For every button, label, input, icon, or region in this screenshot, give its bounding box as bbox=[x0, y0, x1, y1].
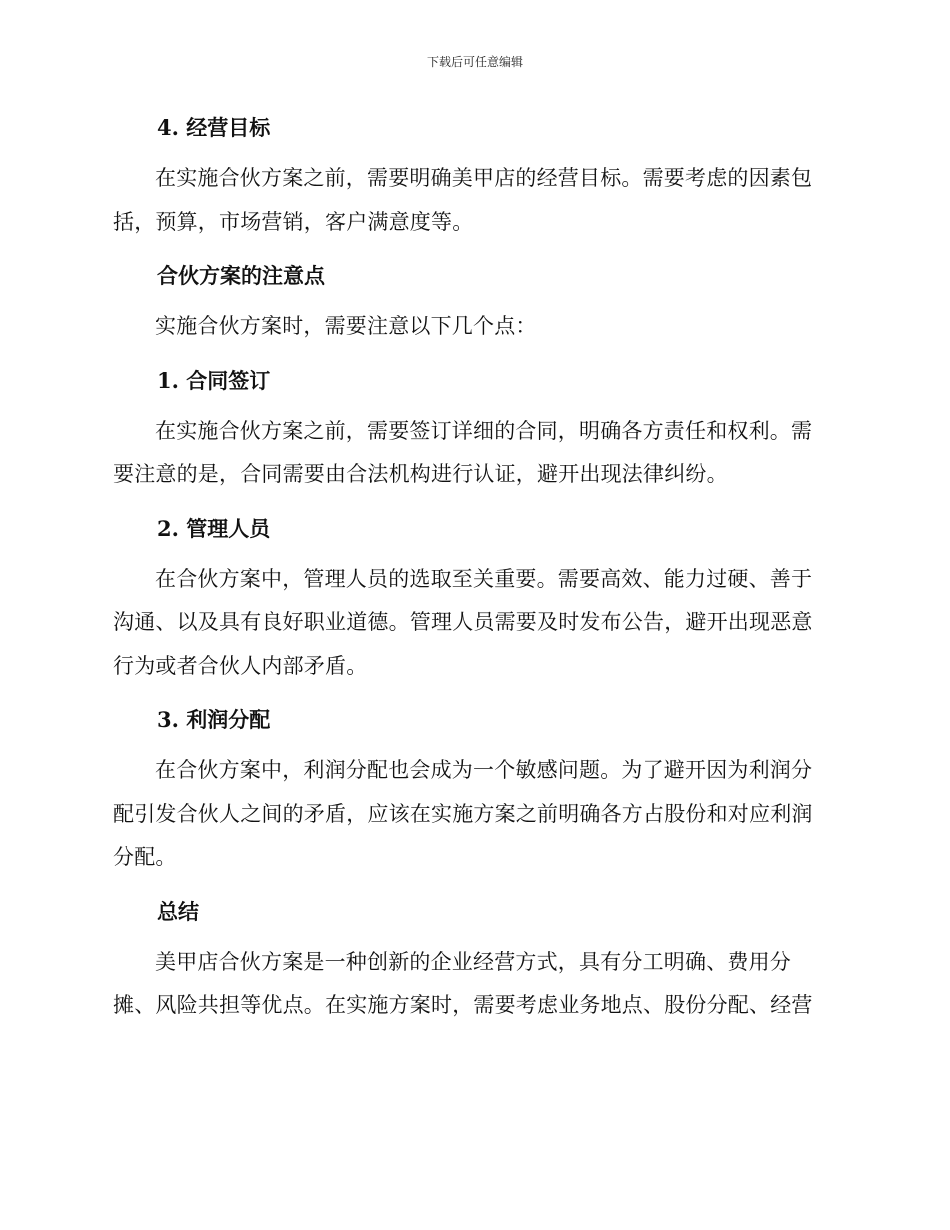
section-paragraph: 在实施合伙方案之前，需要签订详细的合同，明确各方责任和权利。需要注意的是，合同需要由合法机构进行认证，避开出现法律纠纷。 bbox=[113, 418, 813, 486]
section-heading: 合伙方案的注意点 bbox=[157, 263, 325, 288]
section-precautions bbox=[113, 254, 831, 359]
section-paragraph: 在合伙方案中，利润分配也会成为一个敏感问题。为了避开因为利润分配引发合伙人之间的矛盾，应该在实施方案之前明确各方占股份和对应利润分配。 bbox=[113, 758, 813, 869]
section-heading: 总结 bbox=[157, 898, 199, 924]
section-management-staff bbox=[113, 507, 831, 699]
section-paragraph: 在合伙方案中，管理人员的选取至关重要。需要高效、能力过硬、善于沟通、以及具有良好职业道德。管理人员需要及时发布公告，避开出现恶意行为或者合伙人内部矛盾。 bbox=[113, 566, 813, 678]
section-heading: 2. 管理人员 bbox=[157, 515, 271, 541]
section-heading: 3. 利润分配 bbox=[157, 707, 271, 732]
section-contract-signing bbox=[113, 359, 831, 507]
section-paragraph: 美甲店合伙方案是一种创新的企业经营方式，具有分工明确、费用分摊、风险共担等优点。在实施方案时，需要考虑业务地点、股份分配、经营 bbox=[113, 949, 813, 1017]
section-heading: 4. 经营目标 bbox=[157, 115, 271, 140]
section-profit-distribution bbox=[113, 698, 831, 890]
section-paragraph: 实施合伙方案时，需要注意以下几个点： bbox=[155, 314, 537, 338]
section-business-goals bbox=[113, 106, 831, 254]
section-summary bbox=[113, 890, 831, 1028]
header-note: 下载后可任意编辑 bbox=[426, 55, 523, 69]
document-body bbox=[113, 106, 831, 1028]
section-heading: 1. 合同签订 bbox=[157, 367, 271, 393]
section-paragraph: 在实施合伙方案之前，需要明确美甲店的经营目标。需要考虑的因素包括，预算，市场营销，客户满意度等。 bbox=[113, 166, 813, 234]
